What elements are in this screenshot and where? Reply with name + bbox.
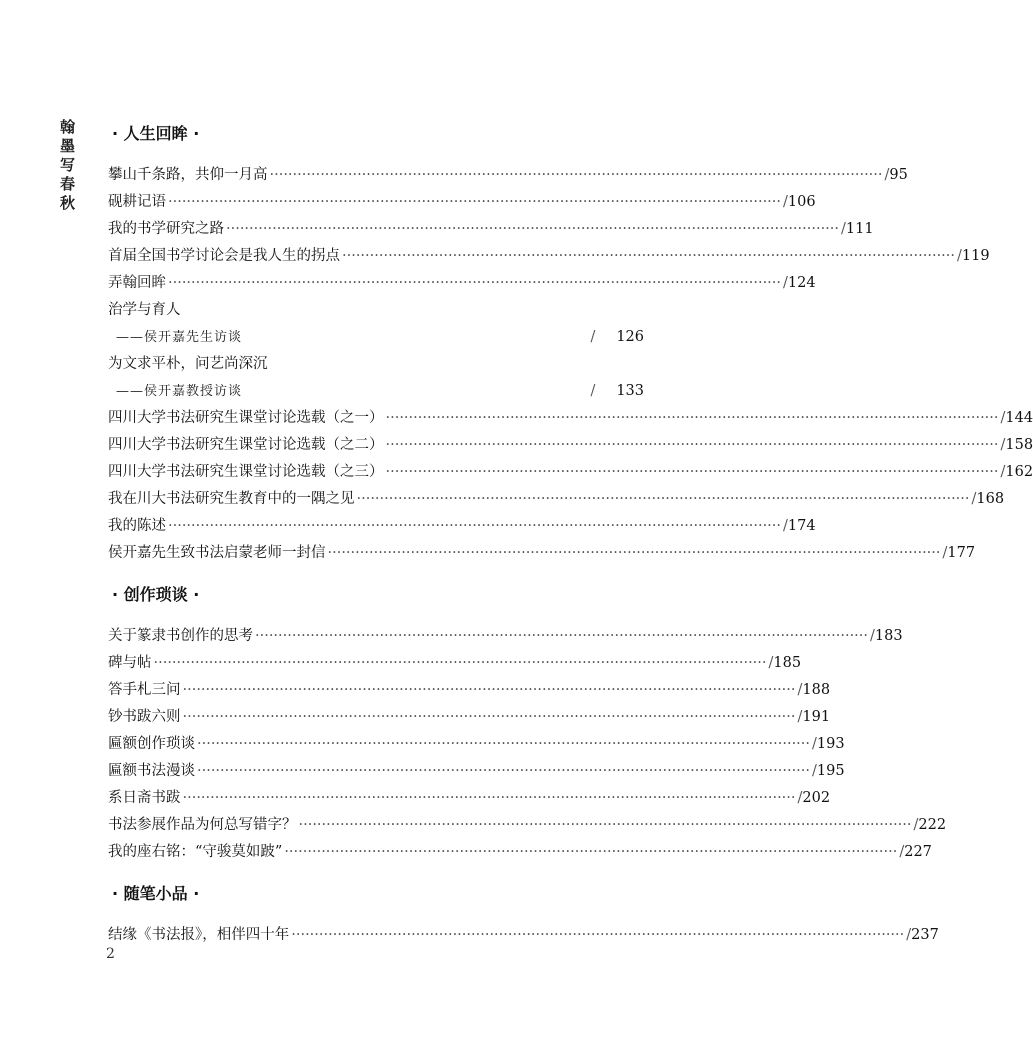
page-separator: /	[913, 817, 919, 833]
page-separator: /	[783, 194, 788, 210]
toc-entry[interactable]	[108, 677, 831, 704]
leader-dots: ·····································································································································	[168, 194, 782, 210]
toc-entry[interactable]	[108, 540, 976, 567]
page-separator: /	[899, 844, 905, 860]
leader-dots: ·····································································································································	[269, 167, 883, 183]
leader-dots: ·····································································································································	[291, 927, 905, 943]
leader-dots: ·····································································································································	[153, 655, 767, 671]
entry-page: 162	[1005, 464, 1033, 480]
entry-page: 227	[904, 844, 932, 860]
entry-title: 四川大学书法研究生课堂讨论选载（之二）	[108, 437, 384, 453]
toc-entry[interactable]	[108, 486, 1005, 513]
section-heading-essays: · 随笔小品 ·	[112, 884, 200, 903]
leader-dots: ·····································································································································	[385, 437, 999, 453]
section-heading-creation: · 创作琐谈 ·	[112, 585, 200, 604]
entry-title: 书法参展作品为何总写错字？	[108, 817, 297, 833]
leader-dots: ·····································································································································	[182, 709, 796, 725]
entry-title: 弄翰回眸	[108, 275, 166, 291]
leader-dots: ·····································································································································	[284, 844, 898, 860]
running-title: 翰墨写春秋	[60, 118, 76, 212]
entry-title: 结缘《书法报》，相伴四十年	[108, 927, 290, 943]
toc-entry[interactable]	[108, 839, 932, 866]
entry-title: 我的座右铭：“守骏莫如跛”	[108, 844, 283, 860]
entry-title: 匾额创作琐谈	[108, 736, 195, 752]
entry-page: 174	[787, 518, 816, 534]
toc-entry[interactable]	[108, 162, 908, 189]
entry-title: 侯开嘉先生致书法启蒙老师一封信	[108, 545, 326, 561]
leader-dots: ·····································································································································	[342, 248, 956, 264]
entry-page: 191	[802, 709, 831, 725]
leader-dots: ·····································································································································	[182, 790, 796, 806]
page-separator: /	[812, 763, 817, 779]
page-separator: /	[768, 655, 774, 671]
entry-title: 为文求平朴，问艺尚深沉	[108, 356, 268, 372]
entry-page: 168	[976, 491, 1005, 507]
toc-entry[interactable]	[108, 405, 1033, 432]
page-number: 2	[106, 946, 115, 962]
toc-entry[interactable]	[108, 270, 816, 297]
leader-dots: ·····································································································································	[182, 682, 796, 698]
toc-entry[interactable]	[108, 513, 816, 540]
page-separator: /	[797, 790, 803, 806]
page-separator: /	[942, 545, 948, 561]
entry-page: 195	[816, 763, 845, 779]
toc-entry[interactable]	[108, 297, 644, 324]
entry-title: 系日斋书跋	[108, 790, 181, 806]
leader-dots: ·····································································································································	[255, 628, 869, 644]
leader-dots: ·····································································································································	[298, 817, 912, 833]
leader-dots: ·····································································································································	[356, 491, 970, 507]
entry-page: 158	[1005, 437, 1033, 453]
toc-entry[interactable]	[108, 351, 644, 378]
entry-title: 治学与育人	[108, 302, 181, 318]
leader-dots: ·····································································································································	[197, 763, 811, 779]
entry-page: 185	[773, 655, 802, 671]
page-separator: /	[1000, 410, 1006, 426]
entry-page: 193	[816, 736, 845, 752]
toc-entry[interactable]	[108, 623, 903, 650]
entry-title: 碑与帖	[108, 655, 152, 671]
page-separator: /	[884, 167, 890, 183]
entry-page: 183	[874, 628, 903, 644]
entry-title: 匾额书法漫谈	[108, 763, 195, 779]
toc-entry[interactable]	[108, 432, 1033, 459]
entry-page: 106	[787, 194, 816, 210]
toc-entry[interactable]	[108, 704, 831, 731]
table-of-contents	[108, 118, 1033, 949]
entry-title: 首届全国书学讨论会是我人生的拐点	[108, 248, 340, 264]
leader-dots: ·····································································································································	[385, 464, 999, 480]
page-separator: /	[783, 275, 788, 291]
page-separator: /	[906, 927, 912, 943]
entry-title: 关于篆隶书创作的思考	[108, 628, 253, 644]
page-separator: /	[797, 682, 803, 698]
entry-title: 我在川大书法研究生教育中的一隅之见	[108, 491, 355, 507]
entry-page: 124	[787, 275, 816, 291]
leader-dots: ·····································································································································	[385, 410, 999, 426]
toc-entry[interactable]	[108, 785, 831, 812]
page-separator: /	[957, 248, 962, 264]
page-separator: /	[797, 709, 803, 725]
toc-entry[interactable]	[108, 731, 845, 758]
entry-page: 188	[802, 682, 831, 698]
page-separator: /	[1000, 464, 1006, 480]
entry-title: 四川大学书法研究生课堂讨论选载（之一）	[108, 410, 384, 426]
toc-entry[interactable]	[108, 216, 874, 243]
entry-title: 钞书跋六则	[108, 709, 181, 725]
page-separator: /	[971, 491, 977, 507]
entry-title: 我的书学研究之路	[108, 221, 224, 237]
leader-dots: ·····································································································································	[168, 275, 782, 291]
entry-page: 119	[961, 248, 990, 264]
leader-dots: ·····································································································································	[168, 518, 782, 534]
toc-entry[interactable]	[108, 459, 1033, 486]
leader-dots: ·····································································································································	[197, 736, 811, 752]
entry-subtitle: ——侯开嘉教授访谈	[116, 384, 243, 399]
leader-dots: ·····································································································································	[327, 545, 941, 561]
page-separator: /	[590, 383, 596, 399]
page-separator: /	[783, 518, 788, 534]
toc-entry[interactable]	[108, 812, 947, 839]
toc-entry[interactable]	[108, 758, 845, 785]
toc-subentry[interactable]	[108, 378, 644, 405]
entry-page: 177	[947, 545, 976, 561]
section-heading-life: · 人生回眸 ·	[112, 124, 200, 143]
entry-page: 126	[616, 329, 644, 345]
entry-page: 222	[918, 817, 947, 833]
entry-page: 95	[889, 167, 908, 183]
toc-entry[interactable]	[108, 922, 939, 949]
page-separator: /	[812, 736, 817, 752]
leader-dots: ·····································································································································	[226, 221, 840, 237]
entry-page: 133	[616, 383, 644, 399]
toc-entry[interactable]	[108, 650, 802, 677]
toc-entry[interactable]	[108, 189, 816, 216]
entry-title: 我的陈述	[108, 518, 166, 534]
entry-page: 111	[845, 221, 874, 237]
entry-page: 144	[1005, 410, 1033, 426]
entry-title: 四川大学书法研究生课堂讨论选载（之三）	[108, 464, 384, 480]
page-separator: /	[1000, 437, 1006, 453]
entry-subtitle: ——侯开嘉先生访谈	[116, 330, 243, 345]
entry-title: 答手札三问	[108, 682, 181, 698]
entry-page: 202	[802, 790, 831, 806]
entry-title: 攀山千条路，共仰一月高	[108, 167, 268, 183]
toc-entry[interactable]	[108, 243, 990, 270]
page-separator: /	[870, 628, 875, 644]
entry-title: 砚耕记语	[108, 194, 166, 210]
entry-page: 237	[911, 927, 939, 943]
toc-subentry[interactable]	[108, 324, 644, 351]
page-separator: /	[841, 221, 846, 237]
page-separator: /	[590, 329, 596, 345]
